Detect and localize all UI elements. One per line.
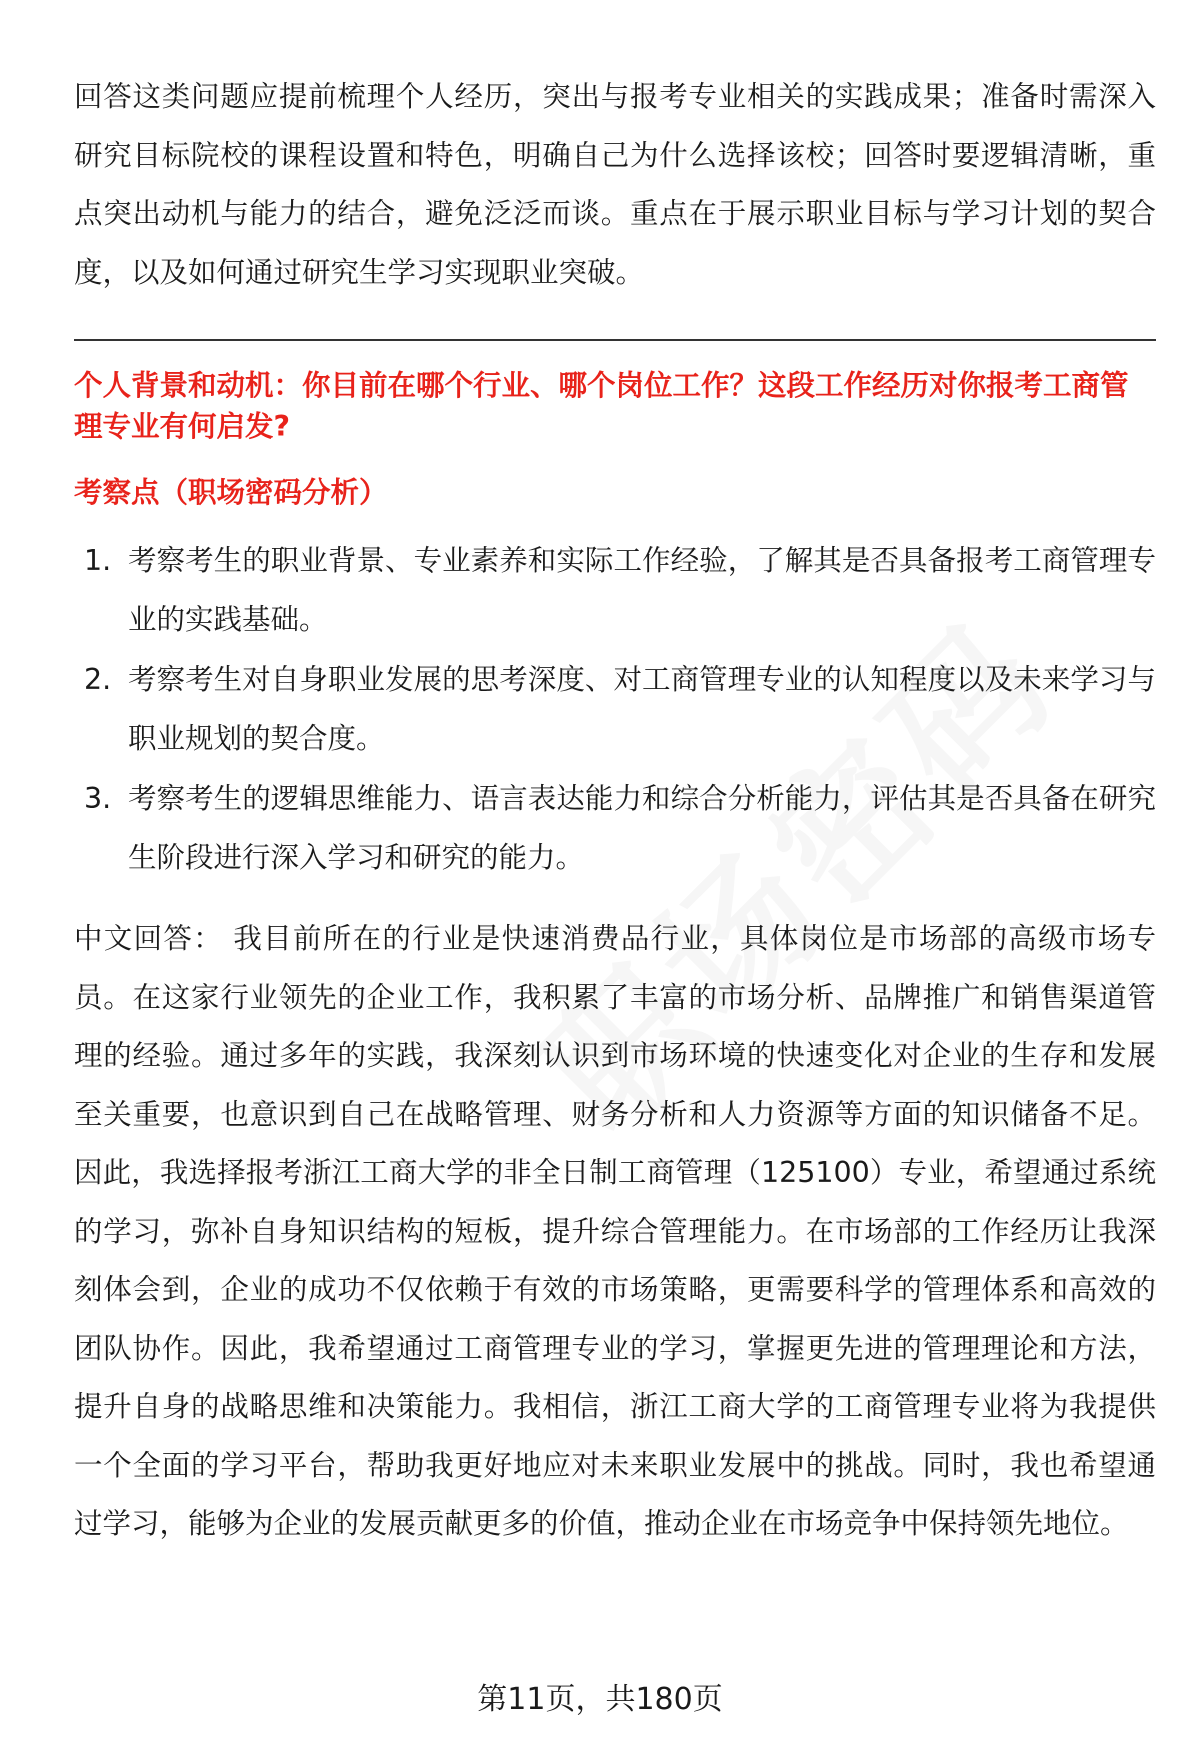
- list-item: [74, 770, 1156, 887]
- document-page: [74, 68, 1156, 1554]
- analysis-heading: 考察点（职场密码分析）: [74, 476, 388, 509]
- list-item-text: 考察考生的职业背景、专业素养和实际工作经验，了解其是否具备报考工商管理专业的实践基础。: [128, 544, 1156, 636]
- question-heading: 个人背景和动机：你目前在哪个行业、哪个岗位工作？这段工作经历对你报考工商管理专业有何启发?: [74, 369, 1129, 443]
- list-item-number: 1.: [84, 544, 112, 577]
- section-divider: [74, 339, 1156, 341]
- list-item-number: 2.: [84, 663, 112, 696]
- list-item: [74, 651, 1156, 768]
- list-item-text: 考察考生对自身职业发展的思考深度、对工商管理专业的认知程度以及未来学习与职业规划的契合度。: [128, 663, 1156, 755]
- list-item-number: 3.: [84, 782, 112, 815]
- list-item-text: 考察考生的逻辑思维能力、语言表达能力和综合分析能力，评估其是否具备在研究生阶段进行深入学习和研究的能力。: [128, 782, 1156, 874]
- list-item: [74, 532, 1156, 649]
- page-footer: 第11页，共180页: [477, 1682, 723, 1717]
- analysis-points-list: [74, 532, 1156, 887]
- answer-paragraph: 中文回答： 我目前所在的行业是快速消费品行业，具体岗位是市场部的高级市场专员。在这家行业领先的企业工作，我积累了丰富的市场分析、品牌推广和销售渠道管理的经验。通过多年的实践，我深刻认识到市场环境的快速变化对企业的生存和发展至关重要，也意识到自己在战略管理、财务分析和人力资源等方面的知识储备不足。因此，我选择报考浙江工商大学的非全日制工商管理（125100）专业，希望通过系统的学习，弥补自身知识结构的短板，提升综合管理能力。在市场部的工作经历让我深刻体会到，企业的成功不仅依赖于有效的市场策略，更需要科学的管理体系和高效的团队协作。因此，我希望通过工商管理专业的学习，掌握更先进的管理理论和方法，提升自身的战略思维和决策能力。我相信，浙江工商大学的工商管理专业将为我提供一个全面的学习平台，帮助我更好地应对未来职业发展中的挑战。同时，我也希望通过学习，能够为企业的发展贡献更多的价值，推动企业在市场竞争中保持领先地位。: [74, 922, 1156, 1540]
- intro-paragraph: 回答这类问题应提前梳理个人经历，突出与报考专业相关的实践成果；准备时需深入研究目标院校的课程设置和特色，明确自己为什么选择该校；回答时要逻辑清晰，重点突出动机与能力的结合，避免泛泛而谈。重点在于展示职业目标与学习计划的契合度，以及如何通过研究生学习实现职业突破。: [74, 80, 1156, 289]
